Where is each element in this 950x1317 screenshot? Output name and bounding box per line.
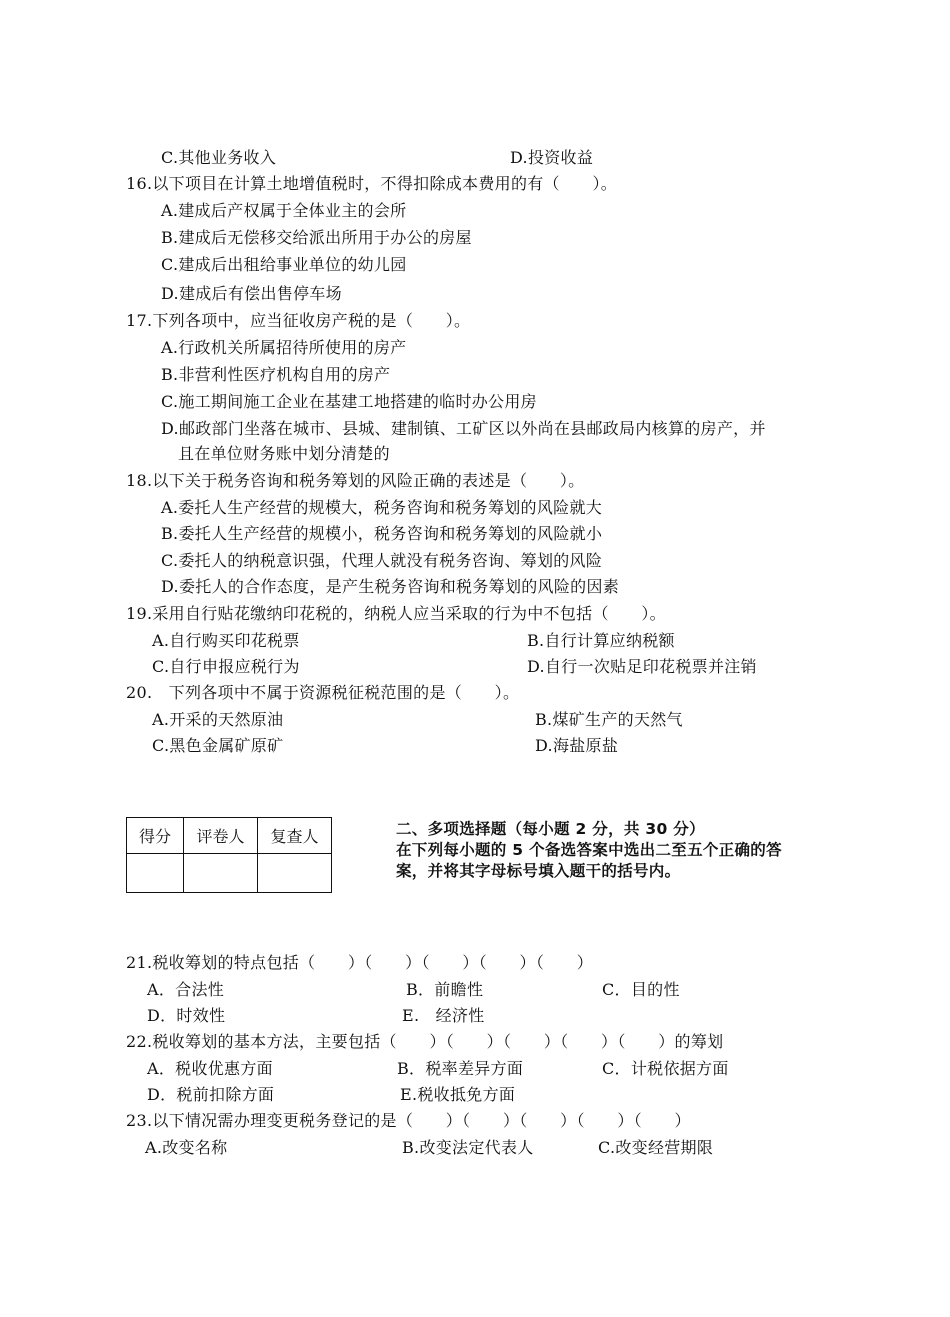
q18-option-a: A.委托人生产经营的规模大，税务咨询和税务筹划的风险就大 <box>161 498 603 517</box>
q21-option-d: D．时效性 <box>147 1006 226 1025</box>
q22-option-c: C．计税依据方面 <box>602 1059 729 1078</box>
reviewer-header-cell: 复查人 <box>257 818 331 854</box>
score-blank-cell <box>127 854 184 893</box>
grader-header-cell: 评卷人 <box>183 818 257 854</box>
section2-title: 二、多项选择题（每小题 2 分，共 30 分） <box>396 820 705 838</box>
q21-option-e: E. 经济性 <box>402 1006 485 1025</box>
q17-option-d-line2: 且在单位财务账中划分清楚的 <box>178 444 390 463</box>
q18-option-d: D.委托人的合作态度，是产生税务咨询和税务筹划的风险的因素 <box>161 577 620 596</box>
section2-instruction-line2: 案，并将其字母标号填入题干的括号内。 <box>396 862 681 880</box>
q16-option-b: B.建成后无偿移交给派出所用于办公的房屋 <box>161 228 472 247</box>
q23-stem: 23.以下情况需办理变更税务登记的是（ ）（ ）（ ）（ ）（ ） <box>126 1111 691 1130</box>
q16-option-a: A.建成后产权属于全体业主的会所 <box>161 201 407 220</box>
q22-option-b: B．税率差异方面 <box>397 1059 524 1078</box>
q15-option-c: C.其他业务收入 <box>161 148 277 167</box>
q20-option-d: D.海盐原盐 <box>535 736 619 755</box>
q18-stem: 18.以下关于税务咨询和税务筹划的风险正确的表述是（ ）。 <box>126 471 585 490</box>
q22-option-e: E.税收抵免方面 <box>400 1085 516 1104</box>
q21-option-c: C．目的性 <box>602 980 680 999</box>
q23-option-c: C.改变经营期限 <box>598 1138 714 1157</box>
section2-instruction-line1: 在下列每小题的 5 个备选答案中选出二至五个正确的答 <box>396 841 782 859</box>
q19-stem: 19.采用自行贴花缴纳印花税的，纳税人应当采取的行为中不包括（ ）。 <box>126 604 666 623</box>
q16-option-c: C.建成后出租给事业单位的幼儿园 <box>161 255 407 274</box>
q17-option-c: C.施工期间施工企业在基建工地搭建的临时办公用房 <box>161 392 537 411</box>
q21-stem: 21.税收筹划的特点包括（ ）（ ）（ ）（ ）（ ） <box>126 953 594 972</box>
q16-stem: 16.以下项目在计算土地增值税时，不得扣除成本费用的有（ ）。 <box>126 174 618 193</box>
q18-option-b: B.委托人生产经营的规模小，税务咨询和税务筹划的风险就小 <box>161 524 603 543</box>
q17-stem: 17.下列各项中，应当征收房产税的是（ ）。 <box>126 311 471 330</box>
q19-option-a: A.自行购买印花税票 <box>152 631 300 650</box>
q20-option-b: B.煤矿生产的天然气 <box>535 710 683 729</box>
q15-option-d: D.投资收益 <box>510 148 594 167</box>
q17-option-b: B.非营利性医疗机构自用的房产 <box>161 365 391 384</box>
q21-option-b: B．前瞻性 <box>406 980 484 999</box>
q23-option-b: B.改变法定代表人 <box>402 1138 534 1157</box>
q19-option-d: D.自行一次贴足印花税票并注销 <box>527 657 757 676</box>
score-table <box>126 817 332 893</box>
q18-option-c: C.委托人的纳税意识强，代理人就没有税务咨询、筹划的风险 <box>161 551 603 570</box>
q22-stem: 22.税收筹划的基本方法，主要包括（ ）（ ）（ ）（ ）（ ）的筹划 <box>126 1032 724 1051</box>
q21-option-a: A．合法性 <box>147 980 225 999</box>
q22-option-d: D．税前扣除方面 <box>147 1085 275 1104</box>
score-header-cell: 得分 <box>127 818 184 854</box>
q17-option-d-line1: D.邮政部门坐落在城市、县城、建制镇、工矿区以外尚在县邮政局内核算的房产，并 <box>161 419 766 438</box>
q19-option-b: B.自行计算应纳税额 <box>527 631 675 650</box>
grader-blank-cell <box>183 854 257 893</box>
q17-option-a: A.行政机关所属招待所使用的房产 <box>161 338 407 357</box>
q19-option-c: C.自行申报应税行为 <box>152 657 300 676</box>
q20-option-c: C.黑色金属矿原矿 <box>152 736 284 755</box>
q22-option-a: A．税收优惠方面 <box>147 1059 273 1078</box>
reviewer-blank-cell <box>257 854 331 893</box>
q23-option-a: A.改变名称 <box>145 1138 228 1157</box>
q20-option-a: A.开采的天然原油 <box>152 710 284 729</box>
q20-stem: 20. 下列各项中不属于资源税征税范围的是（ ）。 <box>126 683 520 702</box>
q16-option-d: D.建成后有偿出售停车场 <box>161 284 342 303</box>
